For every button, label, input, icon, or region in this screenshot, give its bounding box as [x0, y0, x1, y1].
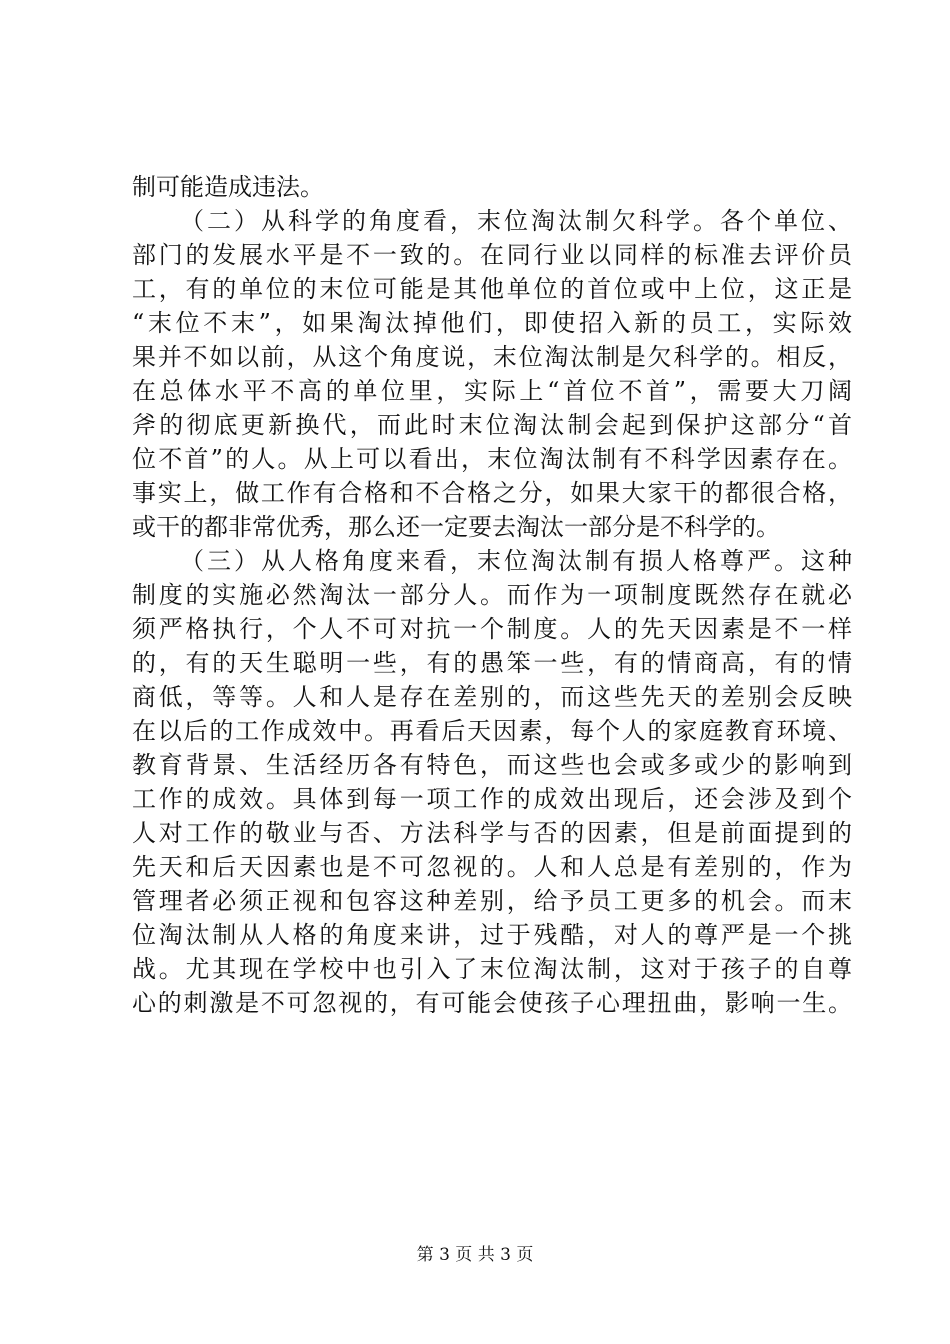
text-line: （二）从科学的角度看，末位淘汰制欠科学。各个单位、 [180, 207, 852, 235]
text-line: 教育背景、生活经历各有特色，而这些也会或多或少的影响到 [132, 751, 852, 779]
document-body [132, 170, 852, 1020]
page-footer: 第 3 页 共 3 页 [416, 1245, 534, 1265]
text-line: 人对工作的敬业与否、方法科学与否的因素，但是前面提到的 [132, 819, 852, 847]
text-line: （三）从人格角度来看，末位淘汰制有损人格尊严。这种 [180, 547, 852, 575]
text-line: 管理者必须正视和包容这种差别，给予员工更多的机会。而末 [132, 887, 852, 915]
text-line: 事实上，做工作有合格和不合格之分，如果大家干的都很合格， [132, 479, 852, 507]
text-line: 工作的成效。具体到每一项工作的成效出现后，还会涉及到个 [132, 785, 852, 813]
text-line: “末位不末”，如果淘汰掉他们，即使招入新的员工，实际效 [132, 309, 852, 337]
text-line: 果并不如以前，从这个角度说，末位淘汰制是欠科学的。相反， [132, 343, 852, 371]
text-line: 部门的发展水平是不一致的。在同行业以同样的标准去评价员 [132, 241, 852, 269]
text-line: 心的刺激是不可忽视的，有可能会使孩子心理扭曲，影响一生。 [132, 989, 852, 1017]
text-line: 斧的彻底更新换代，而此时末位淘汰制会起到保护这部分“首 [132, 411, 852, 439]
text-line: 位淘汰制从人格的角度来讲，过于残酷，对人的尊严是一个挑 [132, 921, 852, 949]
text-line: 先天和后天因素也是不可忽视的。人和人总是有差别的，作为 [132, 853, 852, 881]
text-line: 在以后的工作成效中。再看后天因素，每个人的家庭教育环境、 [132, 717, 852, 745]
text-line: 商低，等等。人和人是存在差别的，而这些先天的差别会反映 [132, 683, 852, 711]
text-line: 的，有的天生聪明一些，有的愚笨一些，有的情商高，有的情 [132, 649, 852, 677]
text-line: 战。尤其现在学校中也引入了末位淘汰制，这对于孩子的自尊 [132, 955, 852, 983]
text-line: 制度的实施必然淘汰一部分人。而作为一项制度既然存在就必 [132, 581, 852, 609]
text-line: 位不首”的人。从上可以看出，末位淘汰制有不科学因素存在。 [132, 445, 852, 473]
text-line: 或干的都非常优秀，那么还一定要去淘汰一部分是不科学的。 [132, 513, 780, 541]
text-line: 须严格执行，个人不可对抗一个制度。人的先天因素是不一样 [132, 615, 852, 643]
text-line: 在总体水平不高的单位里，实际上“首位不首”，需要大刀阔 [132, 377, 852, 405]
text-line: 制可能造成违法。 [132, 173, 324, 201]
text-line: 工，有的单位的末位可能是其他单位的首位或中上位，这正是 [132, 275, 852, 303]
